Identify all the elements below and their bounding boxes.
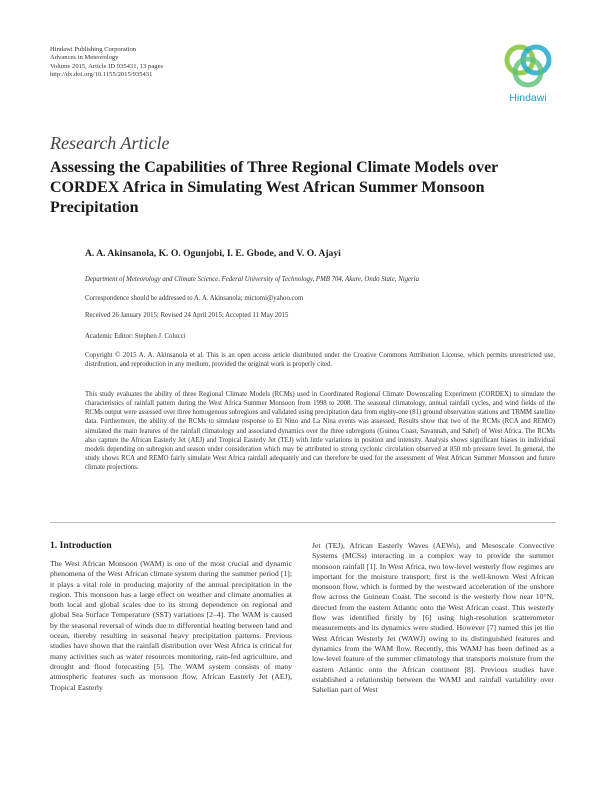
logo-wordmark: Hindawi [509, 92, 547, 104]
body-column-left: The West African Monsoon (WAM) is one of the most crucial and dynamic phenomena of the West African climate system during the summer period [1]; it plays a vital role in producing majority of the annual precipitation in the region. This monsoon has a large effect on weather and climate anomalies at both local and global scales due to its strong dependence on regional and global Sea Surface Temperature (SST) variations [2–4]. The WAM is caused by the seasonal reversal of winds due to differential heating between land and ocean, thereby resulting in seasonal heavy precipitation patterns. Previous studies have shown that the rainfall distribution over West Africa is critical for many activities such as water resources monitoring, rain-fed agriculture, and drought and flood forecasting [5]. The WAM system consists of many atmospheric features such as monsoon flow, African Easterly Jet (AEJ), Tropical Easterly [50, 559, 292, 692]
article-title: Assessing the Capabilities of Three Regional Climate Models over CORDEX Africa in Simulating West African Summer Monsoon Precipitation [50, 159, 498, 216]
hindawi-logo-icon [500, 40, 556, 92]
correspondence: Correspondence should be addressed to A. A. Akinsanola; mictomi@yahoo.com [85, 295, 304, 302]
publisher-name: Hindawi Publishing Corporation [50, 46, 137, 53]
hindawi-logo[interactable] [500, 40, 556, 106]
journal-name: Advances in Meteorology [50, 54, 119, 62]
section-heading-introduction: 1. Introduction [50, 540, 112, 551]
body-column-right: Jet (TEJ), African Easterly Waves (AEWs), and Mesoscale Convective Systems (MCSs) interacting in a complex way to provide the summer monsoon rainfall [1]. In West Africa, two low-level westerly flow regimes are important for the moisture transport; first is the well-known West African monsoon flow, which is formed by the westward acceleration of the onshore flow across the Guinean Coast. The second is the westerly flow near 10°N, directed from the eastern Atlantic onto the West African coast. This westerly flow was identified firstly by [6] using high-resolution scatterometer measurements and its dynamics were studied. However [7] named this jet the West African Westerly Jet (WAWJ) owing to its distinguished features and dynamics from the WAM flow. Recently, this WAMJ has been defined as a low-level feature of the summer climatology that transports moisture from the eastern Atlantic onto the African continent [8]. Previous studies have established a relationship between the WAMJ and rainfall variability over Sahelian part of West [312, 541, 554, 695]
doi-link[interactable]: http://dx.doi.org/10.1155/2015/935431 [50, 71, 153, 79]
abstract: This study evaluates the ability of three Regional Climate Models (RCMs) used in Coordinated Regional Climate Downscaling Experiment (CORDEX) to simulate the characteristics of rainfall pattern during the West Africa Summer Monsoon from 1998 to 2008. The seasonal climatology, annual rainfall cycles, and wind fields of the RCMs output were assessed over three homogenous subregions and validated using precipitation data from eighty-one (81) ground observation stations and TRMM satellite data. Furthermore, the ability of the RCMs to simulate response to El Nino and La Nina events was assessed. Results show that two of the RCMs (RCA and REMO) simulated the main features of the rainfall climatology and associated dynamics over the three subregions (Guinea Coast, Savannah, and Sahel) of West Africa. The RCMs also capture the African Easterly Jet (AEJ) and Tropical Easterly Jet (TEJ) with little variations in position and intensity. Analysis shows significant biases in individual models depending on subregion and season under consideration which may be attributed to strong cyclonic circulation observed at 850 mb pressure level. In general, the study shows RCA and REMO fairly simulate West Africa rainfall adequately and can therefore be used for the assessment of West African Summer Monsoon and future climate projections. [85, 391, 555, 472]
volume-info: Volume 2015, Article ID 935431, 13 pages [50, 62, 164, 70]
journal-header [50, 46, 163, 80]
academic-editor: Academic Editor: Stephen J. Colucci [85, 333, 186, 340]
affiliation: Department of Meteorology and Climate Science, Federal University of Technology, PMB 704, Akure, Ondo State, Nigeria [85, 276, 419, 283]
publication-dates: Received 26 January 2015; Revised 24 April 2015; Accepted 11 May 2015 [85, 312, 289, 319]
article-type: Research Article [50, 133, 170, 153]
copyright-notice: Copyright © 2015 A. A. Akinsanola et al. This is an open access article distributed under the Creative Commons Attribution License, which permits unrestricted use, distribution, and reproduction in any medium, provided the original work is properly cited. [85, 352, 555, 368]
author-list: A. A. Akinsanola, K. O. Ogunjobi, I. E. Gbode, and V. O. Ajayi [85, 248, 341, 259]
section-divider [50, 522, 556, 523]
